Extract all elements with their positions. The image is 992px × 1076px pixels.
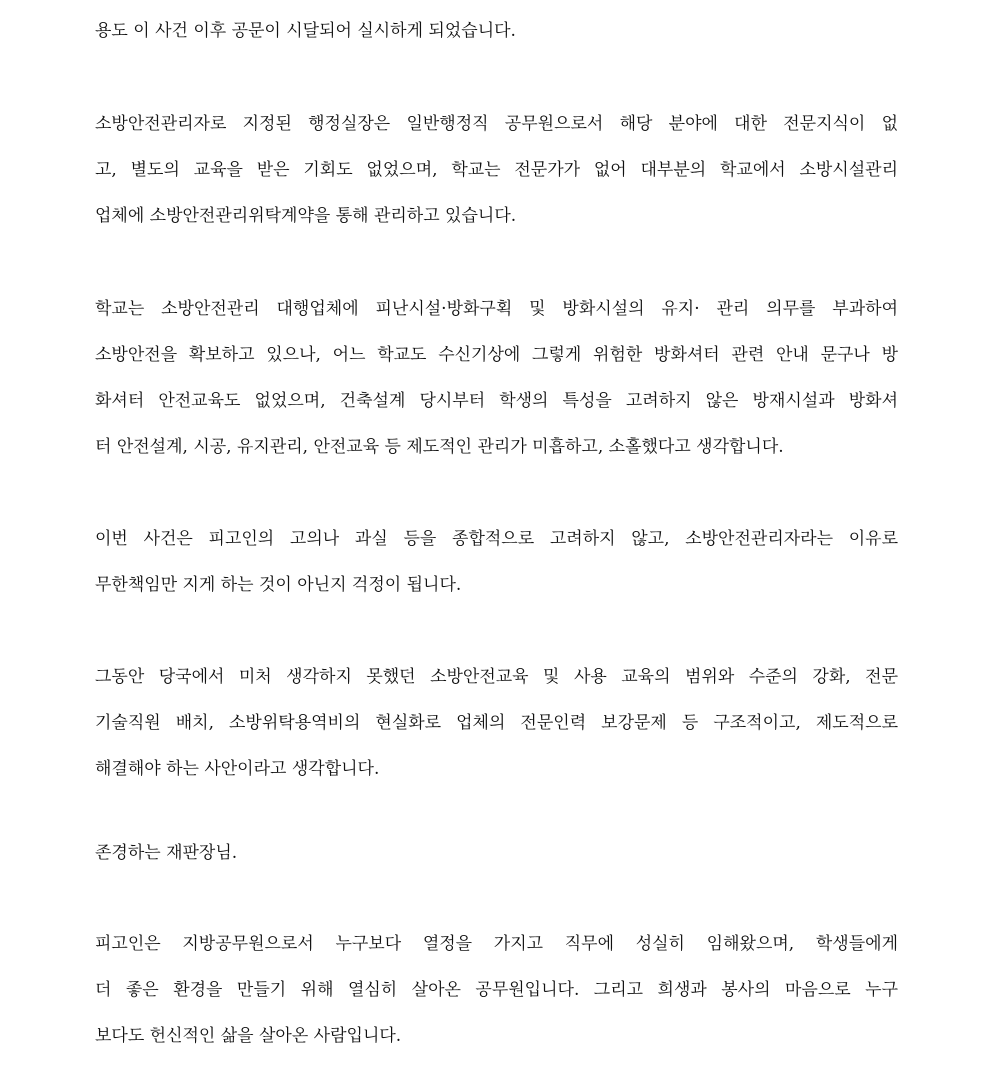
text-line: 고, 별도의 교육을 받은 기회도 없었으며, 학교는 전문가가 없어 대부분의 학교에서 소방시설관리: [95, 160, 898, 180]
text-line: 그동안 당국에서 미처 생각하지 못했던 소방안전교육 및 사용 교육의 범위와 수준의 강화, 전문: [95, 667, 898, 687]
text-line: 소방안전을 확보하고 있으나, 어느 학교도 수신기상에 그렇게 위험한 방화셔터 관련 안내 문구나 방: [95, 345, 898, 365]
text-line: 피고인은 지방공무원으로서 누구보다 열정을 가지고 직무에 성실히 임해왔으며, 학생들에게: [95, 934, 898, 954]
text-line: 더 좋은 환경을 만들기 위해 열심히 살아온 공무원입니다. 그리고 희생과 봉사의 마음으로 누구: [95, 980, 898, 1000]
text-line: 기술직원 배치, 소방위탁용역비의 현실화로 업체의 전문인력 보강문제 등 구조적이고, 제도적으로: [95, 713, 898, 733]
text-line: 용도 이 사건 이후 공문이 시달되어 실시하게 되었습니다.: [95, 21, 516, 41]
text-line: 이번 사건은 피고인의 고의나 과실 등을 종합적으로 고려하지 않고, 소방안전관리자라는 이유로: [95, 529, 898, 549]
text-line: 해결해야 하는 사안이라고 생각합니다.: [95, 759, 380, 779]
text-line: 터 안전설계, 시공, 유지관리, 안전교육 등 제도적인 관리가 미흡하고, 소홀했다고 생각합니다.: [95, 437, 784, 457]
text-line: 화셔터 안전교육도 없었으며, 건축설계 당시부터 학생의 특성을 고려하지 않은 방재시설과 방화셔: [95, 391, 898, 411]
text-line: 소방안전관리자로 지정된 행정실장은 일반행정직 공무원으로서 해당 분야에 대한 전문지식이 없: [95, 114, 898, 134]
text-line: 업체에 소방안전관리위탁계약을 통해 관리하고 있습니다.: [95, 206, 517, 226]
text-line: 보다도 헌신적인 삶을 살아온 사람입니다.: [95, 1026, 402, 1046]
text-line: 존경하는 재판장님.: [95, 843, 238, 863]
text-line: 무한책임만 지게 하는 것이 아닌지 걱정이 됩니다.: [95, 575, 462, 595]
text-line: 학교는 소방안전관리 대행업체에 피난시설·방화구획 및 방화시설의 유지· 관리 의무를 부과하여: [95, 299, 898, 319]
